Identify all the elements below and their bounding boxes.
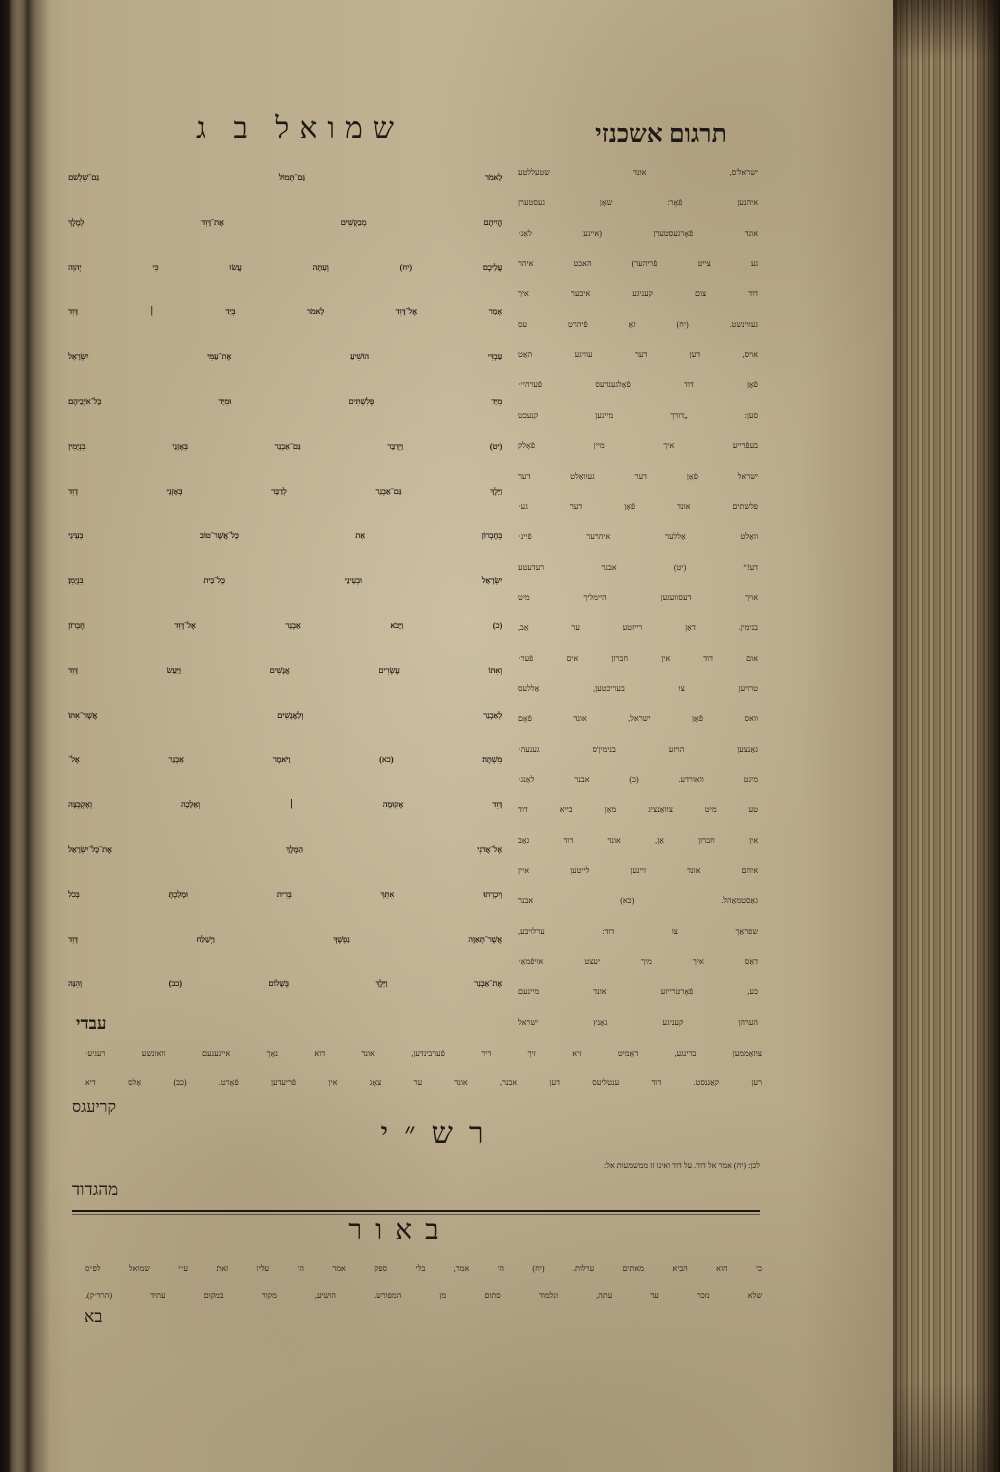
- binding-gutter: [0, 0, 50, 1472]
- page-fore-edge: [893, 0, 1000, 1472]
- catchword: בא: [84, 1307, 103, 1326]
- translation-line: הערהן קעניגע גאַנץ ישראל: [518, 1017, 758, 1027]
- text-line: הֱיִיתֶם מְבַקְשִׁים אֶת־דָּוִד לְמֶלֶךְ: [68, 217, 502, 227]
- running-head-book: שמואל ב ג: [195, 112, 405, 145]
- translation-line: וואַלט אַללער איהרער פֿיינ·: [518, 532, 758, 542]
- translation-column: [518, 158, 758, 1038]
- text-line: וְיִכְרְתוּ אִתְּךָ בְּרִית וּמָלַכְתָּ בְּכֹל: [68, 889, 502, 899]
- text-line: וַיֵּלֶךְ גַּם־אַבְנֵר לְדַבֵּר בְּאָזְנֵי דָוִד: [68, 486, 502, 496]
- translation-line: ישראל פֿאָן דער געוואַלט דער: [518, 471, 758, 481]
- translation-line: פֿאָן דוד פֿאָלגענדעס פֿערהיי·: [518, 380, 758, 390]
- translation-line: גאַנצען הויזע בנימין'ס גענעה·: [518, 744, 758, 754]
- translation-line: געווינשט. (יח) זאָ פֿיהרט עס: [518, 319, 758, 329]
- translation-line: מיגט וואורדע. (כ) אבנר לאַנג·: [518, 775, 758, 784]
- rashi-commentary: [160, 1152, 760, 1180]
- translation-line: טרויען צו בעריכטען, אַללעס: [518, 683, 758, 693]
- translation-line: אין חברון אַן, אונד דוד גאַב: [518, 835, 758, 845]
- text-line: אֲשֶׁר־תְּאַוֶּה נַפְשֶׁךָ וַיְשַׁלַּח דָּוִד: [68, 934, 502, 944]
- beur-commentary: [85, 1255, 762, 1311]
- translation-line: אויך דעסוועגען היימליך מיט: [518, 592, 758, 602]
- text-line: יִשְׂרָאֵל וּבְעֵינֵי כָּל־בֵּית בִּנְיָמִן׃: [68, 576, 502, 586]
- translation-line: סען: „דורך מיינען קנעכט: [518, 410, 758, 420]
- catchword: מהגדוד: [72, 1180, 119, 1199]
- text-line: לֵאמֹר גַּם־תְּמוֹל גַּם־שִׁלְשֹׁם: [68, 173, 502, 182]
- translation-line: אום דוד אין חברון אים פֿער·: [518, 653, 758, 663]
- catchword: עבדי: [76, 1014, 107, 1033]
- biblical-text-column: [68, 155, 502, 1007]
- translation-line: אויס, דען דער עוויגע האַט: [518, 350, 758, 360]
- translation-line: כע, פֿאָרטרייזע אונד מיינעם: [518, 987, 758, 997]
- translation-line: שפראַך צו דוד: ערלויבע,: [518, 926, 758, 936]
- running-head-translation: תרגום אשכנזי: [595, 121, 727, 148]
- text-line: וְאִתּוֹ עֶשְׂרִים אֲנָשִׁים וַיַּעַשׂ דָּוִד: [68, 665, 502, 675]
- translation-line: בנימין. דאַן רייזטע ער אַב,: [518, 623, 758, 633]
- translation-line: פלשתים אונד פֿאָן דער גע·: [518, 501, 758, 511]
- text-line: לְאַבְנֵר וְלַאֲנָשִׁים אֲשֶׁר־אִתּוֹ: [68, 710, 502, 720]
- translation-line: דע!“ (יט) אבנר רעדעטע: [518, 562, 758, 572]
- translation-line: דוד צום קעניגע איבער איך: [518, 289, 758, 299]
- translation-line: בעפֿרייע איך מיין פֿאָלק: [518, 441, 758, 451]
- beur-line: כי הוא הביא מאתים ערלות. (יח) ה׳ אמר, בלי ספק אמר ה׳ עליו זאת ע״י שמואל לפ״ס: [85, 1264, 762, 1273]
- text-line: (כ) וַיָּבֹא אַבְנֵר אֶל־דָּוִד חֶבְרוֹן: [68, 621, 502, 630]
- translation-line: איהם אונד זיינען לייטען איין: [518, 866, 758, 876]
- text-line: עַבְדִּי הוֹשִׁיעַ אֶת־עַמִּי יִשְׂרָאֵל: [68, 352, 502, 362]
- rashi-line: לכן: (יח) אמר אל דוד. על דוד ואינו זז ממשמעות אל:: [603, 1161, 760, 1170]
- text-line: מִשְׁתֶּה׃ (כא) וַיֹּאמֶר אַבְנֵר אֶל־: [68, 755, 502, 765]
- text-line: אָמַר אֶל־דָּוִד לֵאמֹר בְּיַד ׀ דָּוִד: [68, 307, 502, 317]
- text-line: אֶל־אֲדֹנִי הַמֶּלֶךְ אֶת־כָּל־יִשְׂרָאֵל: [68, 845, 502, 854]
- translation-line: צוזאַממען ברינגע, דאַמיט זיא זיך דיר פֿערבינדען, אונד דוא נאָך אייגענעם וואונשע רעגיע·: [85, 1049, 762, 1058]
- translation-line: אונד פֿאָרגעסטערן (איינע לאַנ·: [518, 228, 758, 238]
- rashi-heading: רש״י: [380, 1117, 500, 1150]
- text-line: אֶת־אַבְנֵר וַיֵּלֶךְ בְּשָׁלוֹם׃ (כב) וְהִנֵּה: [68, 979, 502, 989]
- text-line: בְּחֶבְרוֹן אֵת כָּל־אֲשֶׁר־טוֹב בְּעֵינֵי: [68, 531, 502, 541]
- translation-line: גאַסטמאַהל. (כא) אבנר: [518, 896, 758, 906]
- beur-line: שלא נזכר עד עתה, ונלמוד סתום מן המפורש. הושיע, מקור במקום עתיד (הרד״ק).: [85, 1291, 762, 1300]
- catchword: קריעגס: [72, 1099, 117, 1116]
- text-line: עֲלֵיכֶם׃ (יח) וְעַתָּה עֲשׂוּ כִּי יְהוָה: [68, 262, 502, 272]
- translation-line: רען קאַננסט. דוד ענטליעס דען אבנר, אונד ער צאָג אין פֿריעדען פֿאָרט. (כב) אַלס דיא: [85, 1078, 762, 1087]
- text-line: מִיַּד פְּלִשְׁתִּים וּמִיַּד כָּל־אֹיְבֵיהֶם׃: [68, 397, 502, 406]
- translation-line: טע מיט צוואַנציג מאַן בייא דוד: [518, 805, 758, 815]
- translation-line: דאַס איך מיך יעצט אויפֿמאַ·: [518, 957, 758, 967]
- translation-line: ישראל'ס, אונד שטעללטע: [518, 168, 758, 177]
- translation-line: איהנען פֿאָר: שאָן געסטערן: [518, 198, 758, 208]
- translation-line: גע צייט פֿריהער) האבט איהר: [518, 259, 758, 269]
- text-line: (יט) וַיְדַבֵּר גַּם־אַבְנֵר בְּאָזְנֵי בִנְיָמִין: [68, 441, 502, 451]
- beur-heading: באור: [348, 1215, 452, 1246]
- translation-continuation: [85, 1039, 762, 1099]
- text-line: דָּוִד אָקוּמָה ׀ וְאֵלֵכָה וְאֶקְבְּצָה: [68, 800, 502, 810]
- translation-line: וואס פֿאָן ישראל, אונד פֿאָם: [518, 714, 758, 724]
